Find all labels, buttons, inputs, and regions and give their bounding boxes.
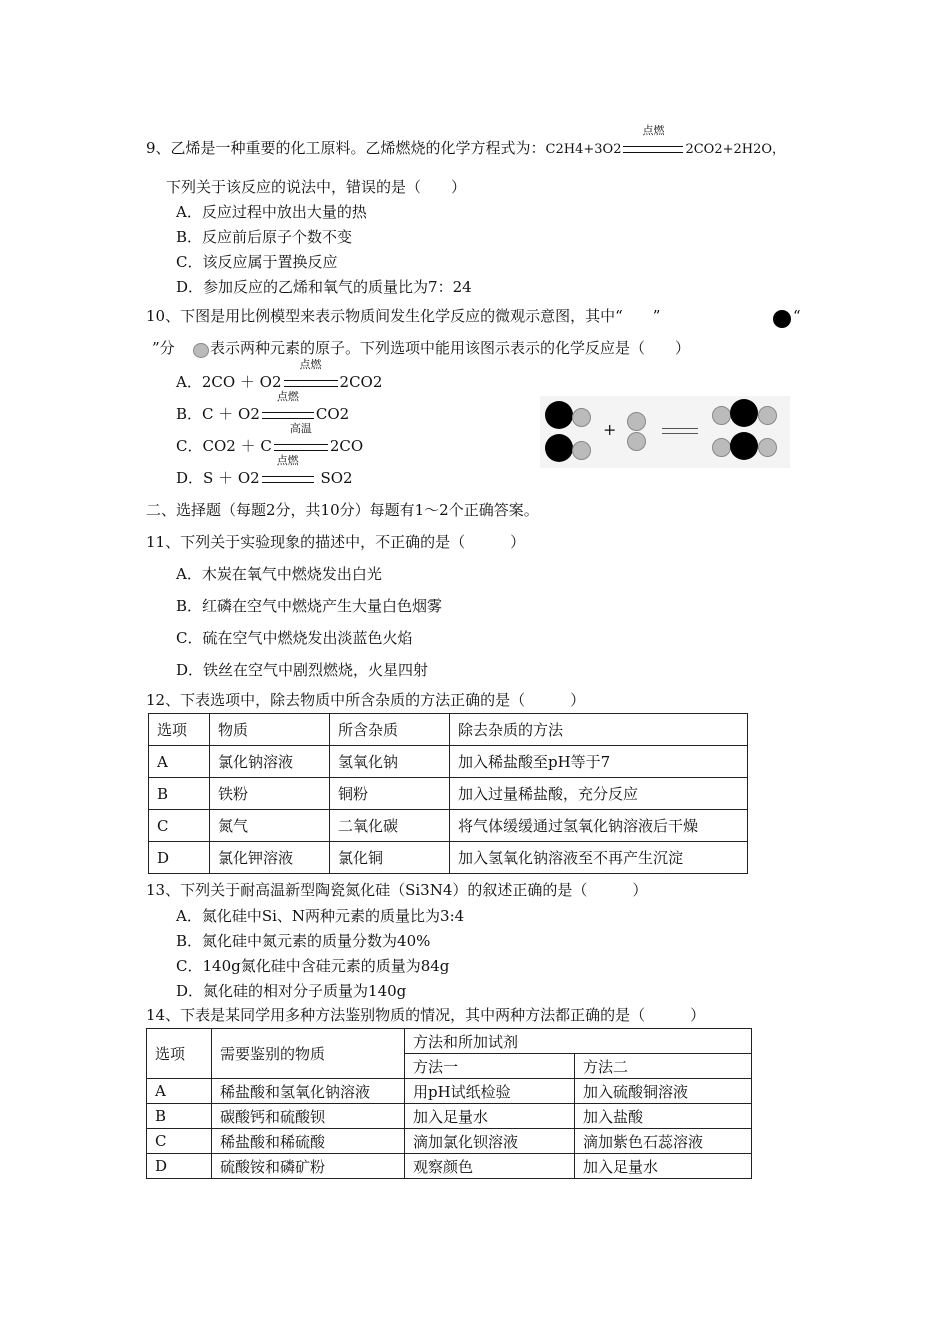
table-header-cell: 选项 <box>149 714 210 746</box>
q9-stem: 9、乙烯是一种重要的化工原料。乙烯燃烧的化学方程式为： <box>146 139 546 157</box>
table-cell: 硫酸铵和磷矿粉 <box>212 1154 405 1179</box>
table-header-cell: 需要鉴别的物质 <box>212 1029 405 1079</box>
table-cell: 氯化钾溶液 <box>210 842 330 874</box>
q10-option-a-right: 2CO2 <box>339 373 383 391</box>
o-atom-icon <box>758 406 777 425</box>
table-cell: A <box>147 1079 212 1104</box>
q10-option-b-cond: 点燃 <box>276 390 299 403</box>
table-header-row <box>147 1029 752 1054</box>
q10-option-a-cond: 点燃 <box>299 358 322 371</box>
table-cell: 加入足量水 <box>575 1154 752 1179</box>
q9-stem-line <box>146 124 786 160</box>
q10-option-c-cond: 高温 <box>289 422 312 435</box>
q10-option-c-sign <box>274 422 328 456</box>
q9-option-a: A．反应过程中放出大量的热 <box>176 203 367 221</box>
q13-option-d: D．氮化硅的相对分子质量为140g <box>176 982 407 1000</box>
q10-stem-line2a: ”分 <box>152 339 175 357</box>
q10-option-c-right: 2CO <box>329 437 364 455</box>
table-row <box>147 1129 752 1154</box>
c-atom-icon <box>730 399 758 427</box>
q10-option-b <box>176 390 350 424</box>
table-cell: 观察颜色 <box>405 1154 575 1179</box>
c-atom-icon <box>730 432 758 460</box>
q11-option-c: C．硫在空气中燃烧发出淡蓝色火焰 <box>176 629 413 647</box>
table-cell: 滴加氯化钡溶液 <box>405 1129 575 1154</box>
q10-option-d-right: SO2 <box>320 469 353 487</box>
table-header-cell: 物质 <box>210 714 330 746</box>
q11-option-d: D．铁丝在空气中剧烈燃烧，火星四射 <box>176 661 429 679</box>
q10-stem-line2b: 表示两种元素的原子。下列选项中能用该图示表示的化学反应是（ ） <box>210 339 691 357</box>
table-cell: 碳酸钙和硫酸钡 <box>212 1104 405 1129</box>
q10-option-c-left: C．CO2 ＋ C <box>176 437 272 455</box>
q10-stem-quote: “ <box>793 307 801 325</box>
table-cell: 加入氢氧化钠溶液至不再产生沉淀 <box>450 842 748 874</box>
table-cell: 加入盐酸 <box>575 1104 752 1129</box>
q10-option-b-left: B．C ＋ O2 <box>176 405 260 423</box>
table-cell: D <box>147 1154 212 1179</box>
q11-option-a: A．木炭在氧气中燃烧发出白光 <box>176 565 382 583</box>
section-2-heading: 二、选择题（每题2分，共10分）每题有1～2个正确答案。 <box>146 501 539 519</box>
table-cell: 加入足量水 <box>405 1104 575 1129</box>
q10-option-d-sign <box>262 454 314 488</box>
table-row <box>147 1154 752 1179</box>
q10-option-a-left: A．2CO ＋ O2 <box>176 373 282 391</box>
table-cell: A <box>149 746 210 778</box>
q13-option-a: A．氮化硅中Si、N两种元素的质量比为3:4 <box>176 907 465 925</box>
table-cell: 氮气 <box>210 810 330 842</box>
q11-stem: 11、下列关于实验现象的描述中，不正确的是（ ） <box>146 533 526 551</box>
table-cell: 加入稀盐酸至pH等于7 <box>450 746 748 778</box>
table-cell: B <box>149 778 210 810</box>
o-atom-icon <box>627 412 646 431</box>
c-atom-icon <box>545 401 573 429</box>
table-cell: 加入硫酸铜溶液 <box>575 1079 752 1104</box>
o-atom-icon <box>712 406 731 425</box>
table-header-cell: 方法二 <box>575 1054 752 1079</box>
table-header-cell: 选项 <box>147 1029 212 1079</box>
q9-option-d: D．参加反应的乙烯和氧气的质量比为7：24 <box>176 278 472 296</box>
table-header-row <box>149 714 748 746</box>
o-atom-icon <box>712 438 731 457</box>
q12-table <box>148 713 748 874</box>
table-cell: 滴加紫色石蕊溶液 <box>575 1129 752 1154</box>
table-row <box>147 1104 752 1129</box>
table-header-cell: 除去杂质的方法 <box>450 714 748 746</box>
c-atom-icon <box>545 434 573 462</box>
plus-sign: + <box>603 420 617 439</box>
q14-stem: 14、下表是某同学用多种方法鉴别物质的情况，其中两种方法都正确的是（ ） <box>146 1006 706 1024</box>
table-cell: 氢氧化钠 <box>330 746 450 778</box>
table-cell: 将气体缓缓通过氢氧化钠溶液后干燥 <box>450 810 748 842</box>
q10-option-d-cond: 点燃 <box>276 454 299 467</box>
small-gray-atom-icon <box>193 343 209 358</box>
table-row <box>147 1079 752 1104</box>
table-cell: B <box>147 1104 212 1129</box>
table-row <box>149 810 748 842</box>
q10-option-a <box>176 358 383 392</box>
q14-table <box>146 1028 752 1179</box>
large-black-atom-icon <box>773 310 791 328</box>
table-cell: 稀盐酸和稀硫酸 <box>212 1129 405 1154</box>
q10-stem: 10、下图是用比例模型来表示物质间发生化学反应的微观示意图，其中“ ” <box>146 307 661 325</box>
o-atom-icon <box>572 441 591 460</box>
q9-prompt: 下列关于该反应的说法中，错误的是（ ） <box>166 178 467 196</box>
table-cell: C <box>149 810 210 842</box>
o-atom-icon <box>627 432 646 451</box>
table-cell: 氯化钠溶液 <box>210 746 330 778</box>
q9-eq-sign <box>623 124 683 158</box>
o-atom-icon <box>572 408 591 427</box>
table-cell: 用pH试纸检验 <box>405 1079 575 1104</box>
table-header-cell: 方法一 <box>405 1054 575 1079</box>
q10-option-d-left: D．S ＋ O2 <box>176 469 260 487</box>
table-row <box>149 842 748 874</box>
table-cell: D <box>149 842 210 874</box>
table-cell: 稀盐酸和氢氧化钠溶液 <box>212 1079 405 1104</box>
table-header-cell: 方法和所加试剂 <box>405 1029 752 1054</box>
table-cell: 铁粉 <box>210 778 330 810</box>
q13-stem: 13、下列关于耐高温新型陶瓷氮化硅（Si3N4）的叙述正确的是（ ） <box>146 881 648 899</box>
q10-option-b-right: CO2 <box>315 405 350 423</box>
q12-stem: 12、下表选项中，除去物质中所含杂质的方法正确的是（ ） <box>146 691 586 709</box>
q10-option-a-sign <box>284 358 338 392</box>
table-cell: 加入过量稀盐酸，充分反应 <box>450 778 748 810</box>
table-cell: 氯化铜 <box>330 842 450 874</box>
q9-eq-right: 2CO2+2H2O， <box>685 142 786 157</box>
q13-option-b: B．氮化硅中氮元素的质量分数为40% <box>176 932 431 950</box>
o-atom-icon <box>758 438 777 457</box>
table-row <box>149 778 748 810</box>
q10-option-d <box>176 454 353 488</box>
table-cell: 铜粉 <box>330 778 450 810</box>
q11-option-b: B．红磷在空气中燃烧产生大量白色烟雾 <box>176 597 443 615</box>
q9-option-b: B．反应前后原子个数不变 <box>176 228 353 246</box>
q9-eq-left: C2H4+3O2 <box>545 142 622 157</box>
table-header-cell: 所含杂质 <box>330 714 450 746</box>
table-row <box>149 746 748 778</box>
q9-option-c: C．该反应属于置换反应 <box>176 253 338 271</box>
reaction-diagram <box>540 396 790 468</box>
table-cell: 二氧化碳 <box>330 810 450 842</box>
q9-eq-condition: 点燃 <box>642 124 665 137</box>
equals-arrow-icon <box>662 428 698 434</box>
q13-option-c: C．140g氮化硅中含硅元素的质量为84g <box>176 957 450 975</box>
q10-option-c <box>176 422 364 456</box>
q10-option-b-sign <box>262 390 314 424</box>
table-cell: C <box>147 1129 212 1154</box>
